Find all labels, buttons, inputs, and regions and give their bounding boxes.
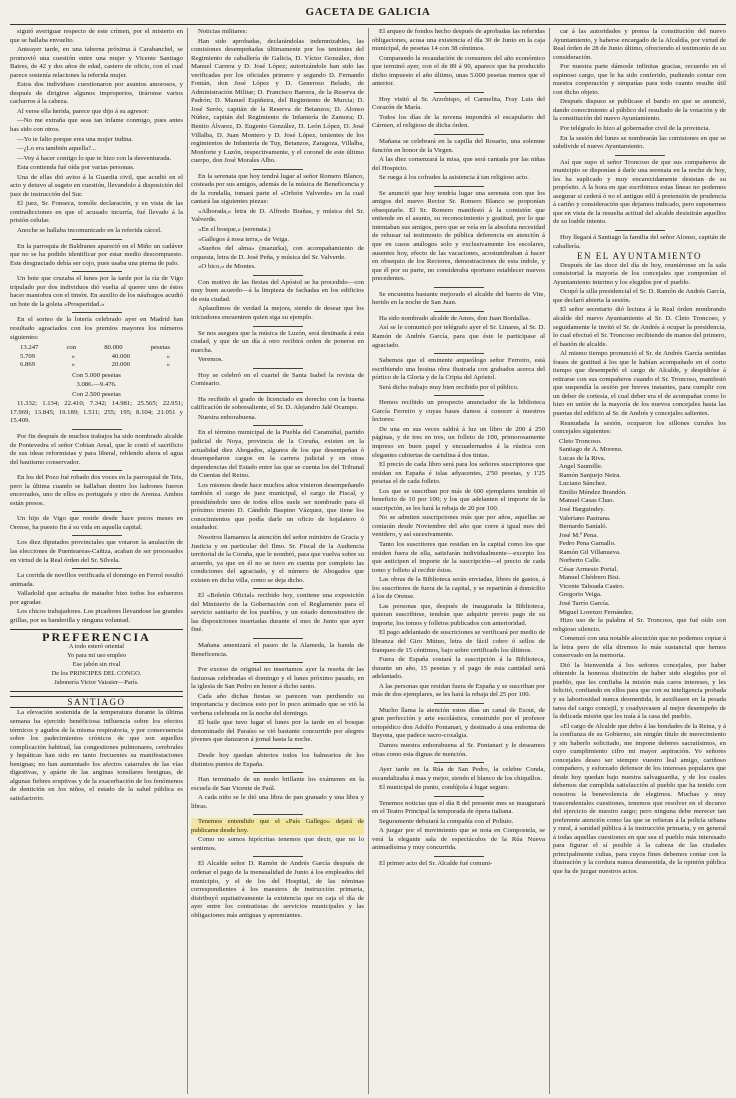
- paragraph: Se ruega á los cofrades la asistencia á tan religioso acto.: [379, 174, 529, 182]
- paragraph: El municipal de punto, condújola á lugar seguro.: [379, 784, 510, 792]
- list-item: Norberto Calle.: [559, 557, 601, 565]
- paragraph: En la serenata que hoy tendrá lugar al señor Romero Blanco, costeada por sus amigos, además de la música de Beneficencia y de la rondalla, tomará parte el «Orfeón Valverde» en la cual cantará las siguientes piezas:: [191, 172, 364, 206]
- list-item: José M.ª Pena.: [559, 531, 598, 539]
- lottery-row: [20, 353, 170, 362]
- divider: [434, 796, 484, 797]
- page-header: [10, 0, 726, 25]
- paragraph: Nuestra enhorabuena.: [198, 413, 257, 421]
- councillor-list: [553, 438, 726, 617]
- paragraph: Desde hoy quedan abiertos todos los balnearios de los distintos puntos de España.: [191, 752, 364, 768]
- advertisement-line: A todo esteró oriental: [68, 642, 125, 650]
- paragraph: Tanto los suscritores que residan en la capital como los que residen fuera de ella, satisfarán individualmente—excepto los que anticipen el importe de la suscripción—el precio de cada tomo y folleto al recibir éstos.: [372, 540, 545, 574]
- list-item: José Harguindey.: [559, 505, 605, 513]
- divider: [253, 588, 303, 589]
- paragraph: Mañana amenizará el paseo de la Alameda, la banda de Beneficencia.: [191, 642, 364, 658]
- lottery-amount: 80.000: [104, 344, 123, 352]
- paragraph: «Alborada,» letra de D. Alfredo Brañas, y música del Sr. Valverde.: [191, 207, 364, 224]
- paragraph: Mañana se celebrará en la capilla del Rosario, una solemne función en honor de la Virgen.: [372, 138, 545, 154]
- lottery-unit: pesetas: [150, 344, 170, 352]
- divider: [253, 772, 303, 773]
- paragraph: Noticias militares:: [198, 28, 248, 35]
- paragraph: Aplaudimos de verdad la mejora, siendo de desear que los iniciadores encuentren quien siga su ejemplo.: [191, 305, 364, 321]
- divider: [253, 814, 303, 815]
- paragraph: Los diez diputados provinciales que votaron la anulación de las elecciones de Puenteareas-Cañiza, acaban de ser procesados en virtud de la Real órden del Sr. Silvela.: [10, 539, 183, 564]
- lottery-con: »: [71, 361, 76, 369]
- divider: [72, 239, 122, 240]
- list-item: Valeriano Pastrana.: [559, 514, 611, 522]
- paragraph: A las diez comenzará la misa, que será cantada por las niñas del Hospicio.: [372, 156, 545, 172]
- paragraph: Hoy se celebró en el cuartel de Santa Isabel la revista de Comisario.: [191, 371, 364, 388]
- divider: [72, 535, 122, 536]
- list-item: Gregorio Veiga.: [559, 591, 602, 599]
- paragraph: «Gallegos á nosa terra,» de Veiga.: [198, 235, 290, 243]
- paragraph: Nosotros llamamos la atención del señor ministro de Gracia y Justicia y en particular del Ilmo. Sr. Fiscal de la Audiencia territorial de la Coruña, que le nombró, para que vuelva sobre su acuerdo, ya que en él no se tuvo en cuenta por completo las condiciones del agraciado, y el número de Abogados que existen en dicha villa, como se deja dicho.: [191, 533, 364, 584]
- paragraph: Anteayer tarde, en una taberna próxima á Carabanchel, se promovió una cuestión entre una mujer y Vicente Santiago Batres, de 42 y dos años de edad, castero de oficio, con el cual parece sostenía relaciones la referida mujer.: [10, 46, 183, 79]
- list-item: Manuel Casas Chao.: [559, 497, 615, 505]
- list-item: Cleto Troncoso.: [559, 437, 602, 445]
- divider: [253, 662, 303, 663]
- paragraph: Valladolid que actuaba de matador hizo todos los esfuerzos por agradar.: [10, 590, 183, 606]
- lottery-subheading: Con 5.000 pesetas: [72, 371, 121, 379]
- paragraph: Por telégrafo lo hizo al gobernador civil de la provincia.: [560, 125, 711, 133]
- paragraph: siguió averiguar respecto de este crímen, por el misterio en que se hallaba envuelto.: [10, 28, 183, 44]
- paragraph: Se nos asegura que la música de Luzón, será destinada á esta ciudad, y que de un día á otro recibirá orden de ponerse en marcha.: [191, 329, 364, 354]
- section-title-santiago: SANTIAGO: [10, 696, 183, 709]
- paragraph: Esta contienda fué oída por varias personas.: [17, 164, 135, 172]
- lottery-row: [20, 344, 170, 353]
- divider: [434, 395, 484, 396]
- paragraph: Las obras de la Biblioteca serán enviadas, libres de gastos, á los suscritores de fuera de la capital, y se repartirán á domicilio á los de Orense.: [372, 576, 545, 601]
- divider: [434, 311, 484, 312]
- paragraph: Sabemos que el eminente arqueólogo señor Ferreiro, está escribiendo una hosina obra ilustrada con grabados acerca del pórtico de la Gloria y de la Cripta del Apóstol.: [372, 357, 545, 382]
- paragraph: —¿Lo era también aquella?...: [17, 145, 97, 153]
- newspaper-title: GACETA DE GALICIA: [305, 6, 431, 18]
- paragraph: Se anunció que hoy tendría lugar una serenata con que los amigos del nuevo Rector Sr. Romero Blanco se proponían obsequiarle. El Sr. Romero manifestó á la comisión que entiende en el asunto, su reconocimiento y gratitud, por lo que intentaban sus amigos, pero que se veía en la absoluta necesidad de rehusar tal testimonio de pública deferencia en atención á que en casos análogos solo y exclusivamente los escolares, ausentes hoy, efecto de las vacaciones, acostumbraban á hacer en obsequio de los Rectores, demostraciones de esta índole, y que él por su parte, no consideraba oportuno establecer nuevos precedentes.: [372, 189, 545, 283]
- paragraph: Los mismos desde hace muchos años vinieron desempeñando también el cargo de juez municipal, el cargo de Fiscal, y presidiéndolo uno de todos ellos suele ser nombrado para el próximo trienio D. Cándido Baspino Vázquez, que tiene los conocimientos que podía darle un oficio de hojalatero ó estañador.: [191, 481, 364, 532]
- divider: [615, 155, 665, 156]
- list-item: Vicente Taboada Castro.: [559, 582, 625, 590]
- paragraph: Hoy llegará á Santiago la familia del señor Alonso, capitán de caballería.: [553, 234, 726, 250]
- column-3: [372, 28, 550, 1094]
- divider: [253, 368, 303, 369]
- paragraph: A juzgar por el movimiento que se nota en Compostela, se verá la elegante sala de espectáculos de la Rúa Nueva animadísima y muy concurrida.: [372, 827, 545, 852]
- paragraph: Todos los días de la novena impondrá el escapulario del Cármen, el religioso de dicha órden.: [372, 113, 545, 130]
- lottery-unit: »: [166, 352, 170, 360]
- list-item: Angel Saumille.: [559, 463, 603, 471]
- lottery-row: [20, 361, 170, 370]
- list-item: Pedro Pena Gamallo.: [559, 540, 616, 548]
- lottery-numbers: 3.086.—9.476.: [76, 381, 117, 389]
- paragraph: Anoche se hallaba incomunicado en la referida cárcel.: [17, 227, 162, 235]
- paragraph: «O bico,» de Montes.: [198, 263, 256, 271]
- lottery-number: 6.869: [20, 361, 36, 369]
- paragraph: Estos dos individuos cuestionaron por asuntos amorosos, y después de dirigirse algunos improperios, tiráronse varios cacharros á la cabeza.: [10, 81, 183, 106]
- paragraph: Dió la bienvenida á los señores concejales, por haber obtenido la honrosa distinción de haber sido elegidos por el pueblo, que les confiaba la misión más caros intereses, y les felicitó, confiando en ellos para que con su inteligencia probada y su laboriosidad nunca desmentida, le auxiliasen en la pesada tarea del cargo concejil, y coadyuvasen al mejor desempeño de la delicada misión que les traía á la casa del pueblo.: [553, 661, 726, 721]
- paragraph: El primer acto del Sr. Alcalde fué comuni-: [379, 860, 493, 868]
- lottery-number: 5.709: [20, 352, 36, 360]
- list-item: Santiago de A. Moreno.: [559, 446, 623, 454]
- paragraph: Al mismo tiempo pronunció el Sr. de Andrés García sentidas frases de gratitud á los que le habían acompañado en el corto tiempo que desempeñó el cargo de Alcalde, y despidióse á retirarse con sus compañeros cuando el Sr. Troncoso, manifestó que suspendía la sesión por breves instantes, para cumplir con un deber de cortesía, el cual deber era el de acompañar como lo hizo en unión de la mayoría de los nuevos concejales hasta las puertas del edificio al Sr. de Andrés y concejales salientes.: [553, 350, 726, 417]
- divider: [434, 134, 484, 135]
- columns: [10, 28, 726, 1094]
- advertisement-line: Yo para mi uso empleo: [67, 651, 126, 659]
- paragraph: A cada niño se le dió una libra de pan granado y una libra y libras.: [191, 794, 364, 810]
- advertisement-title: PREFERENCIA: [42, 630, 151, 645]
- paragraph: Con motivo de las fiestas del Apóstol se ha procedido—con muy buen acuerdo—á la limpieza de fachadas en los edificios de esta ciudad.: [191, 278, 364, 303]
- paragraph: El arqueo de fondos hecho después de aprobadas las referidas obligaciones, acusa una existencia el día 30 de Junio en la caja municipal, de pesetas 14 con 38 céntimos.: [372, 28, 545, 53]
- paragraph: Una de ellas dió aviso á la Guardia civil, que acudió en el acto y detuvo al sugeto en cuestión, llevandolo á disposición del juez de instrucción del Sur.: [10, 173, 183, 198]
- paragraph: Comenzó con una notable alocución que no podemos copiar á la letra pero de ella diremos lo más sustancial que hemos conservado en la memoria.: [553, 635, 726, 660]
- divider: [434, 92, 484, 93]
- paragraph: Ayer tarde en la Rúa de San Pedro, la celebre Conda, escandalizaba á mas y mejor, siendo el blanco de los chiquillos.: [372, 766, 545, 782]
- paragraph: En el término municipal de la Puebla del Caramiñal, partido judicial de Noya, provincia de la Coruña, existen en la actualidad diez Abogados, algunos de los que desempeñan ó desempeñaron cargos en la carrera judicial y en otras dependencias del Estado entre las que se cuenta los del Tribunal de Cuentas del Reino.: [191, 429, 364, 480]
- divider: [434, 353, 484, 354]
- advertisement: [10, 629, 183, 692]
- paragraph: La elevación sostenida de la temperatura durante la última semana ha ejercido benéficiosa influencia sobre los efectos térmicos y agudos de la misma respiratoria, y por consecuencia sobre los padecimientos crónicos de que son aquellos complicación habitual, las congestiones pulmonares, cerebrales y hepáticas han sido en tanto frecuentes su manifestaciones benignas; no han aumentado los afectos catarrales de las vías digestivas, y apárte de las anginas tonsilares benignas, de algunas fiebres eruptivas y de la exacerbación de los fenómenos de dentición en los niños, el estado de la salud pública es satisfactorio.: [10, 709, 183, 802]
- paragraph: El baile que tuvo lugar el lunes por la tarde en el bosque denominado del Paraíso se vió bastante concurrido por alegres jóvenes que danzaron á jornal hasta la noche.: [191, 719, 364, 744]
- paragraph: Comparando la recaudación de consumos del año económico que terminó ayer, con el de 89 á 90, aparece que ha producido dicho impuesto el año último, unas 5.000 pesetas menos que el anterior.: [372, 54, 545, 88]
- paragraph: car á las autoridades y prensa la constitución del nuevo Ayuntamiento, y haberse encargado de la Alcaldía, por virtud de Real órden de 28 de Junio último, ofreciendo el testimonio de su consideración.: [553, 28, 726, 61]
- advertisement-line: De los PRINCIPES DEL CONGO.: [51, 669, 142, 677]
- divider: [72, 271, 122, 272]
- paragraph: Como no somos hipócritas tenemos que decir, que no lo sentimos.: [191, 836, 364, 852]
- paragraph: La corrida de novillos verificada el domingo en Ferrol resultó animada.: [10, 572, 183, 588]
- paragraph: En la sesión del lunes se nombrarán las comisiones en que se subdivide el nuevo Ayuntamiento.: [553, 134, 726, 151]
- lottery-con: »: [71, 352, 76, 360]
- paragraph: Después dispuso se publicase el bando en que se anunció, dando conocimiento al público del resultado de la votación y de la constitución del nuevo Ayuntamiento.: [553, 98, 726, 123]
- paragraph: «Sueños del alma» (mazurka), con acompañamiento de orquesta, letra de D. José Peña, y música del Sr. Valverde.: [191, 245, 364, 261]
- list-item: Lucas de la Riva.: [559, 454, 606, 462]
- list-item: Luciano Sánchez.: [559, 480, 607, 488]
- paragraph: De una en sus veces saldrá á luz un libro de 200 á 250 páginas, y de tres en tres, un folleto de 100, primorosamente impreso en buen papel y encuadernados á la rústica con elegantes cubiertas de cartulina á dos tintas.: [372, 425, 545, 459]
- divider: [434, 703, 484, 704]
- column-1: [10, 28, 188, 1094]
- paragraph: Las personas que, después de inaugurada la Biblioteca, quieran suscribirse, tendrán que adquirir previo pago de su importe, los tomos y folletos publicados con anterioridad.: [372, 602, 545, 627]
- paragraph: Será dicho trabajo muy bien recibido por el público.: [379, 383, 519, 391]
- paragraph: Por exceso de original no insertamos ayer la reseña de las fastuosas celebradas el domingo y el lunes próximo pasado, en la iglesia de San Pedro en honor á dicho santo.: [191, 666, 364, 691]
- paragraph: El «Boletín Oficial» recibido hoy, contiene una exposición del Ministerio de la Gobernación con el Reglamento para el servicio sanitario de los pueblos, y un estado demostrativo de las disposiciones insertadas durante el mes de Junio que ayer finé.: [191, 592, 364, 634]
- paragraph: Un hijo de Vigo que reside desde hace pocos meses en Orense, ha puesto fin á su vida en aquella capital.: [10, 515, 183, 531]
- paragraph: El precio de cada libro será para los señores suscriptores que residan en España é islas adyacentes, 2'50 pesetas, y 1'25 pesetas el de cada folleto.: [372, 461, 545, 486]
- paragraph: El pago adelantado de suscriciones se verificará por medio de libranza del Giro Mútuo, letra de fácil cobro ó sellos de franqueo de 15 céntimos, bajo sobre certificado los últimos.: [372, 629, 545, 654]
- paragraph: Ha sido nombrado alcalde de Ames, don Juan Bordallas.: [379, 314, 531, 322]
- paragraph: Los que se suscriban por más de 600 ejemplares tendrán el beneficio de 10 por 100; y los que adelanten el importe de la suscripción, se les hará la rebaja de 20 por 100.: [372, 487, 545, 512]
- list-item: Manuel Chédrero Bisi.: [559, 574, 621, 582]
- list-item: Bernardo Santaló.: [559, 523, 608, 531]
- divider: [253, 748, 303, 749]
- paragraph: En el sorteo de la lotería celebrado ayer en Madrid han resultado agraciados con los premios mayores los números siguientes:: [10, 316, 183, 341]
- list-item: Ramón Gil Villanueva.: [559, 548, 621, 556]
- divider: [72, 470, 122, 471]
- list-item: Miguel Lorenzo Fernández.: [559, 608, 634, 616]
- divider: [615, 230, 665, 231]
- paragraph: Damos nuestra enhorabuena al Sr. Pontanari y le deseamos otras como esta dignas de mención.: [372, 742, 545, 758]
- paragraph: El Alcalde señor D. Ramón de Andrés García después de ordenar el pago de la mensualidad de Junio á los empleados del municipio, y el de los del Hospital, de las nóminas correspondientes á los maestros de instrucción primaria, distribuyó equitativamente la existencia que en caja el día de ayer entre los contratistas de servicios municipales y las obligaciones más antiguas y apremiantes.: [191, 860, 364, 919]
- divider: [434, 186, 484, 187]
- paragraph: El señor secretario dió lectura á la Real órden nombrando alcalde del nuevo Ayuntamiento al Sr. D. Cleto Troncoso, y seguidamente le invitó el Sr. de Andrés á ocupar la presidencia, lo cual efectuó el Sr. Troncoso recibiendo de manos del primero, el bastón de alcalde.: [553, 306, 726, 348]
- paragraph: Cada año dichas fiestas se parecen van perdiendo su importancia y decimos esto por lo poco animado que se vió la verbena celebrada en la noche del domingo.: [191, 692, 364, 717]
- divider: [434, 762, 484, 763]
- highlighted-paragraph: Tenemos entendido que el «País Gallego» dejará de publicarse desde hoy.: [191, 818, 364, 834]
- paragraph: Los chicos trabajadores. Los picadores llevandose las grandes grillas, por su banderilla y ninguna voluntad.: [10, 608, 183, 624]
- divider: [434, 856, 484, 857]
- paragraph: Por nuestra parte dámosle infinitas gracias, recuerdo en el espinoso cargo, que le ha sido conferido, pudiendo contar con nuestra cooperación y simpatías para todo cuanto resulte útil con dicho objeto.: [553, 63, 726, 96]
- divider: [72, 568, 122, 569]
- divider: [253, 275, 303, 276]
- divider: [72, 312, 122, 313]
- paragraph: Al verse ella herida, parece que dijo á su agresor:: [17, 107, 149, 115]
- divider: [72, 511, 122, 512]
- lottery-number: 13.247: [20, 344, 39, 352]
- paragraph: «En el bosque,» (serenata.): [198, 226, 271, 234]
- paragraph: Después de las doce del día de hoy, reuniéronse en la sala consistorial la mayoría de los concejales que componían el Ayuntamiento interino y los elegidos por el pueblo.: [553, 261, 726, 286]
- paragraph: No se admiten suscripciones más que por años, aquellas se contarán desde Noviembre del año que corre á igual mes del venidero, y así sucesivamente.: [372, 514, 545, 539]
- paragraph: Hemos recibido un prospecto anunciador de la biblioteca García Ferreiro y cuyas bases damos á conocer á nuestros lectores:: [372, 399, 545, 424]
- paragraph: Reanudada la sesión, ocuparon los sillones curules los concejales siguientes:: [553, 419, 726, 436]
- paragraph: Se encuentra bastante mejorado el alcalde del barrio de Vite, herido en la noche de San Juan.: [372, 290, 545, 307]
- list-item: José Tarrío García.: [559, 600, 610, 607]
- paragraph: Hoy visitó al Sr. Arzobispo, el Carmelita, Fray Luis del Corazón de María.: [372, 95, 545, 112]
- list-item: Ramón Sanjurjo Neira.: [559, 471, 621, 479]
- paragraph: —No me extraña que seas tan infame conmigo, pues antes has sido con otros.: [10, 117, 183, 134]
- paragraph: Veremos.: [198, 356, 224, 364]
- paragraph: Ocupó la silla presidencial el Sr. D. Ramón de Andrés García, que declaró abierta la sesión.: [553, 288, 726, 304]
- paragraph: Fuera de España costará la suscripción á la Biblioteca, durante un año, 15 pesetas y el pago de esta cantidad será adelantado.: [372, 656, 545, 681]
- section-title-ayuntamiento: EN EL AYUNTAMIENTO: [577, 251, 702, 262]
- divider: [253, 169, 303, 170]
- column-2: [191, 28, 369, 1094]
- lottery-amount: 40.000: [111, 352, 131, 360]
- divider: [434, 287, 484, 288]
- paragraph: Hizo uso de la palabra el Sr. Troncoso, que fué oído con religioso silencio.: [553, 617, 726, 633]
- lottery-amount: 20.000: [111, 361, 131, 369]
- paragraph: Así se le comunicó por telégrafo ayer el Sr. Linares, al Sr. D. Ramón de Andrés García, para que éste le participase al agraciado.: [372, 324, 545, 349]
- divider: [253, 638, 303, 639]
- divider: [253, 425, 303, 426]
- lottery-subheading: Con 2.500 pesetas: [72, 390, 121, 398]
- paragraph: Tenemos noticias que el día 8 del presente mes se inaugurará en el Teatro Principal la temporada de ópera italiana.: [372, 799, 545, 816]
- advertisement-line: Jabonería Victor Vaissier—París.: [54, 678, 139, 686]
- paragraph: En los del Pozo fué robado dos voces en la parroquial de Teis, pero la última cuando se hallaban dentro los ladrones fueron encerrados, uno de ellos es portugués y otro de Arenza. Ambos están presos.: [10, 474, 183, 507]
- paragraph: Mucho llama la atención estos días un canal de Esout, de gran perfección y arte escolástica, construido por el profesor ortopédico don Adolfo Pontanari, y destinado á una enferma de Bayona, que padece sacro-coxalgia.: [372, 706, 545, 740]
- paragraph: Un bote que cruzaba el lunes por la tarde por la ría de Vigo tripulado por dos individuos dió vuelta al querer uno de éstos hacer maniobra con el timón. En auxilio de los náufragos acudió un bote de la goleta «Prosperidad.»: [10, 275, 183, 308]
- paragraph: —Voy á hacer contigo lo que te hizo con la desventurada.: [17, 154, 172, 162]
- divider: [72, 429, 122, 430]
- list-item: Emilio Méndez Brandón.: [559, 488, 627, 496]
- lottery-unit: »: [166, 361, 170, 369]
- paragraph: Han sido aprobadas, declarándolas indemnizables, las comisiones desempeñadas últimamente por los tenientes del Regimiento de caballería de Galicia, D. Víctor González, don Manuel Carrera y D. José López; autorizándole han sido las verificadas por los oficiales primero y segundo D. Fernando Fontán, don José López y D. Generoso Belado, de Administración Militar; D. Francisco Barrera, de la Reserva de Padrón; D. Manuel Espiñeira, del Regimiento de Murcia; D. José Seróo, capitán de la Reserva de Betanzos; D. Alonso Núñez, capitán del Regimiento de Infantería de Zamora; D. Benito Álvarez, D. Eugenio González, D. León López, D. José Villalba, D. Juan Montero y D. José López, tenientes de los regimientos de Infantería de Tuy, Betanzos, Zaragoza, Villalba, Monforte y Luzón, respectivamente, y el coronel de este último cuerpo, don José Morales Albo.: [191, 37, 364, 165]
- divider: [253, 326, 303, 327]
- paragraph: El juez, Sr. Fonseca, tomóle declaración, y en vista de las contradicciones en que el acusado incurría, fué llevado á la prisión celular.: [10, 200, 183, 225]
- paragraph: «El cargo de Alcalde que debo á las bondades de la Reina, y á la confianza de su Gobierno, sin ningún título de merecimiento y sin haberlo solicitado, me impone deberes sacratísimos, en cuyo cumplimiento cifro mi mayor aspiración. Yo señores concejales deseo ser siempre vuestro leal amigo, cariñoso compañero, y esforzado defensor de los intereses populares que desde hoy quedan bajo nuestra salvaguardia, y de los cuales debemos dar cumplida satisfacción al pueblo que ha tenido con nosotros la benevolencia de elegirnos. Muchas y muy trascendentales cuestiones, tenemos que resolver en el decurso del ejercicio de nuestro cargo; pero ninguna debe merecer tan preferente atención como las que se refieran á la policía urbana y rural, á sanidad pública á la instrucción primaria, y en general á todas aquellas cuestiones en que sea el pueblo más interesado para figurar el sí posible á la cabeza de las ciudades principalmente cultas, para cuyos fines debemos contar con la ilustración y la cordura nunca desmentida, de la opinión pública que ha de juzgar nuestros actos.: [553, 722, 726, 875]
- divider: [253, 392, 303, 393]
- paragraph: Por fin después de muchos trabajos ha sido nombrado alcalde de Pontevedra el señor Cobian Areal, que le costó el sacrificio de sus ideas reformistas y para liberal, reblendo ahora el agua del bautismo conservador.: [10, 432, 183, 466]
- paragraph: —Yo te falto porque eres una mujer indina.: [17, 135, 133, 143]
- list-item: César Armesto Portal.: [559, 565, 618, 573]
- advertisement-line: Ese jabón sin rival: [72, 660, 121, 668]
- lottery-table: [20, 344, 183, 370]
- paragraph: Seguramente debutará la compañía con el Poliuto.: [379, 817, 514, 825]
- paragraph: A las personas que residan fuera de España y se suscriban por más de dos ejemplares, se les hará la rebaja del 25 por 100.: [372, 682, 545, 699]
- column-4: [553, 28, 726, 1094]
- lottery-numbers: 11.332; 1.134; 22.410; 7.342; 14.981; 25.565; 22.951; 17.969; 13.845; 19.189; 1.511; 255; 195; 8.104; 21.051 y 15.409.: [10, 400, 183, 425]
- paragraph: Ha recibido el grado de licenciado en derecho con la buena calificación de sobresaliente, el Sr. D. Alejandro Jalé Ocampo.: [191, 395, 364, 412]
- paragraph: En la parroquia de Baldranes apareció en el Miño un cadáver que no se ha podido identificar por estar medio descompuesto. Este desgraciado debía ser cojo, pues usaba una pierna de palo.: [10, 242, 183, 267]
- lottery-con: con: [66, 344, 77, 352]
- paragraph: Así que supo el señor Troncoso de que sus compañeros de municipio se disponían á darle una serenata en la noche de hoy, les ha suplicado y muy encarecidamente desistan de su propósito. A la hora en que escribimos estas líneas no podemos asegurar si cederá ó no el antiguo edil á pretensión de prudencia á cariño y consideración que dejamos indicado, pero suponemos que en vista de la resuelta actitud del alcalde desistirán aquellos de su loable intento.: [553, 158, 726, 226]
- paragraph: Han terminado de un modo brillante los exámenes en la escuela de San Vicente de Paúl.: [191, 776, 364, 792]
- divider: [253, 856, 303, 857]
